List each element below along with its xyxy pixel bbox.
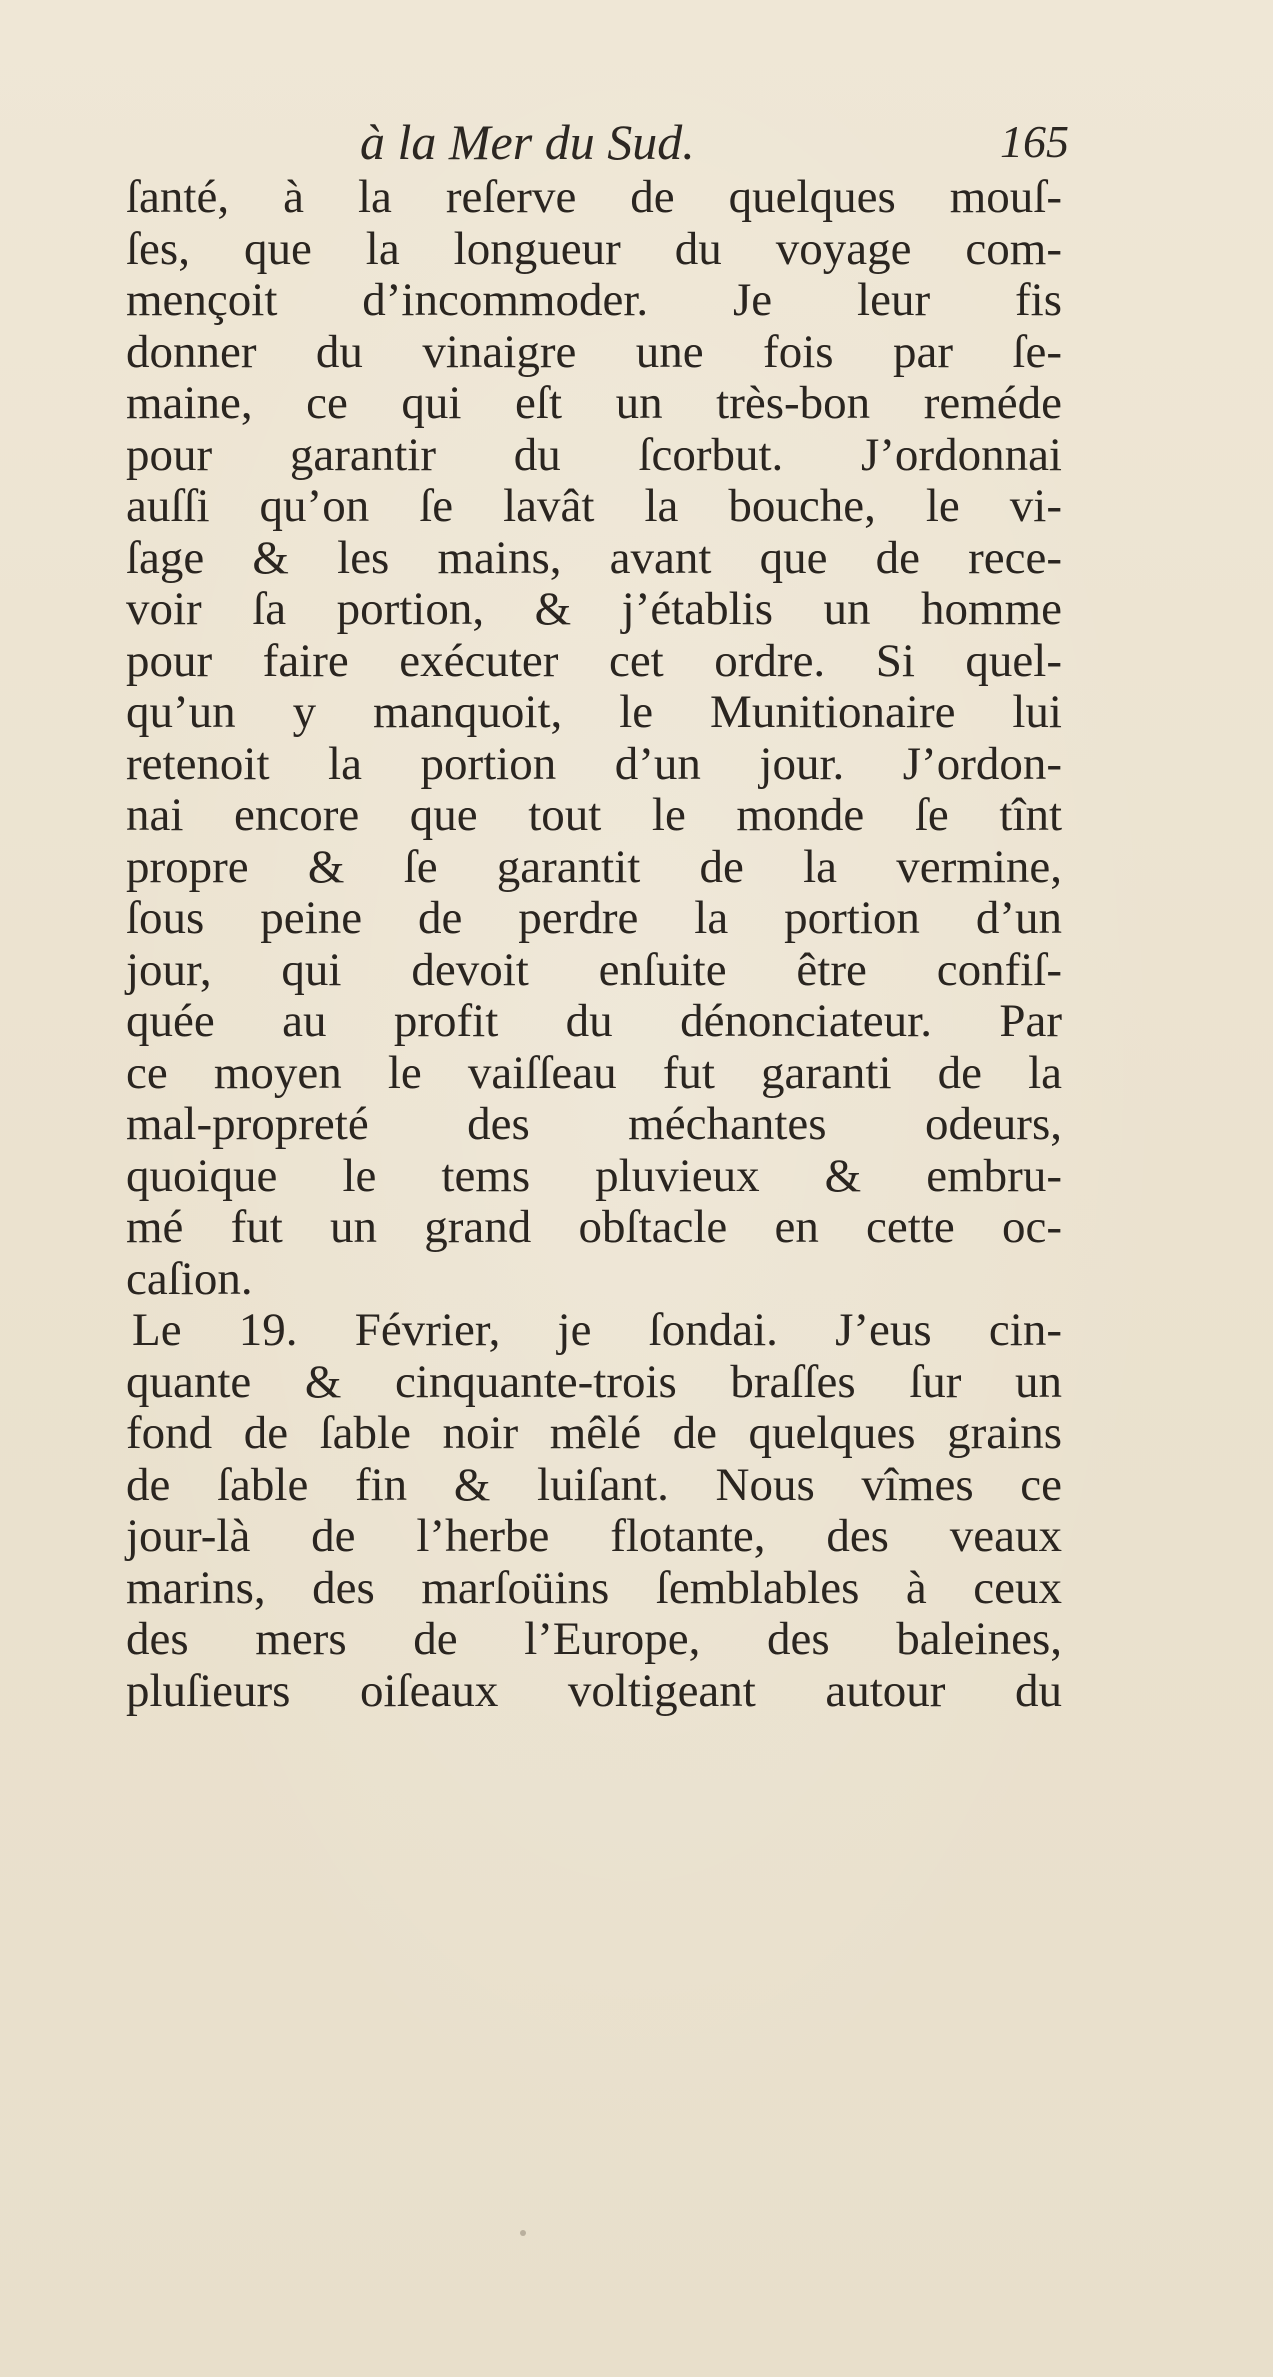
text-line: ſage & les mains, avant que de rece- <box>126 531 1062 584</box>
text-line: pour faire exécuter cet ordre. Si quel- <box>126 634 1062 687</box>
text-line: quoique le tems pluvieux & embru- <box>126 1149 1062 1202</box>
page-number: 165 <box>1000 116 1069 167</box>
paragraph-start-line: Le 19. Février, je ſondai. J’eus cin- <box>132 1304 1062 1356</box>
running-head <box>0 112 1273 172</box>
text-line: quée au profit du dénonciateur. Par <box>126 995 1062 1047</box>
text-line: mençoit d’incommoder. Je leur fis <box>126 274 1062 326</box>
text-line: voir ſa portion, & j’établis un homme <box>126 583 1062 635</box>
text-line: ce moyen le vaiſſeau fut garanti de la <box>126 1046 1062 1099</box>
text-line: caſion. <box>126 1252 253 1305</box>
text-line: ſanté, à la reſerve de quelques mouſ- <box>126 171 1062 223</box>
text-line: jour, qui devoit enſuite être confiſ- <box>126 943 1062 996</box>
text-line: pluſieurs oiſeaux voltigeant autour du <box>126 1664 1062 1717</box>
text-line: propre & ſe garantit de la vermine, <box>126 840 1062 893</box>
text-line: mal-propreté des méchantes odeurs, <box>126 1098 1062 1150</box>
text-line: retenoit la portion d’un jour. J’ordon- <box>126 737 1062 790</box>
text-line: donner du vinaigre une fois par ſe- <box>126 325 1062 378</box>
ink-speck <box>520 2230 526 2236</box>
text-line: quante & cinquante-trois braſſes ſur un <box>126 1355 1062 1408</box>
text-line: auſſi qu’on ſe lavât la bouche, le vi- <box>126 480 1062 532</box>
text-line: qu’un y manquoit, le Munitionaire lui <box>126 686 1062 738</box>
text-line: ſous peine de perdre la portion d’un <box>126 892 1062 944</box>
text-line: maine, ce qui eſt un très-bon reméde <box>126 377 1062 429</box>
text-line: de ſable fin & luiſant. Nous vîmes ce <box>126 1458 1062 1511</box>
text-line: pour garantir du ſcorbut. J’ordonnai <box>126 428 1062 481</box>
text-line: marins, des marſoüins ſemblables à ceux <box>126 1561 1062 1614</box>
text-line: nai encore que tout le monde ſe tînt <box>126 789 1062 841</box>
running-title: à la Mer du Sud. <box>360 114 695 170</box>
text-line: des mers de l’Europe, des baleines, <box>126 1613 1062 1665</box>
text-line: jour-là de l’herbe flotante, des veaux <box>126 1510 1062 1562</box>
text-line: mé fut un grand obſtacle en cette oc- <box>126 1201 1062 1253</box>
text-body <box>126 172 1062 1717</box>
text-line: fond de ſable noir mêlé de quelques grains <box>126 1407 1062 1459</box>
text-line: ſes, que la longueur du voyage com- <box>126 222 1062 275</box>
